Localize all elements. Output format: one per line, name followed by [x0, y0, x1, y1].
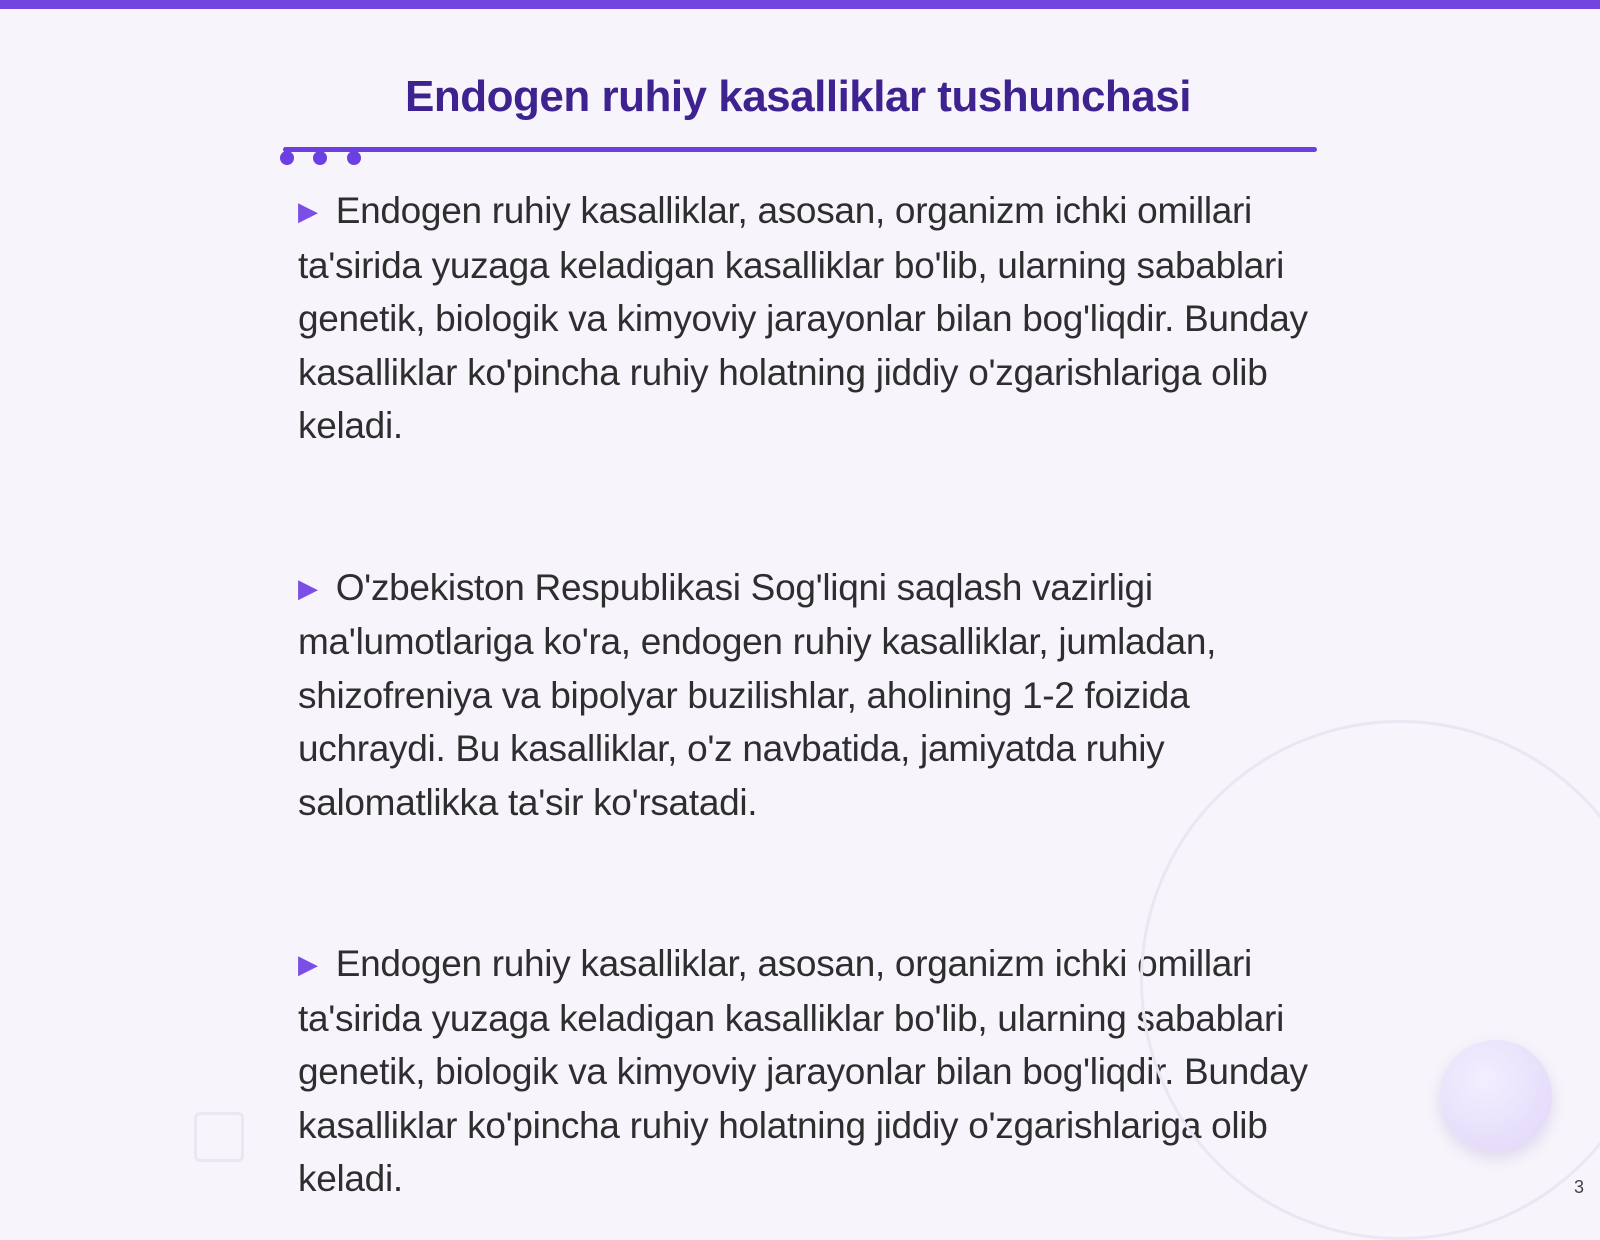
page-number: 3 [1573, 1177, 1584, 1197]
bullet-text: O'zbekiston Respublikasi Sog'liqni saqlash vazirligi ma'lumotlariga ko'ra, endogen ruhiy kasalliklar, jumladan, shizofreniya va bipolyar buzilishlar, aholining 1-2 foizida uchraydi. Bu kasalliklar, o'z navbatida, jamiyatda ruhiy salomatlikka ta'sir ko'rsatadi. [298, 566, 1217, 823]
triangle-right-icon: ▶ [298, 949, 318, 979]
underline-dot [347, 151, 361, 165]
bullet-item [298, 184, 1318, 453]
triangle-right-icon: ▶ [298, 196, 318, 226]
bullet-text: Endogen ruhiy kasalliklar, asosan, organizm ichki omillari ta'sirida yuzaga keladigan kasalliklar bo'lib, ularning sabablari genetik, biologik va kimyoviy jarayonlar bilan bog'liqdir. Bunday kasalliklar ko'pincha ruhiy holatning jiddiy o'zgarishlariga olib keladi. [298, 943, 1308, 1199]
decorative-circle [1440, 1040, 1552, 1152]
underline-dot [313, 151, 327, 165]
title-underline [283, 147, 1317, 152]
bullet-item [298, 561, 1318, 830]
slide-title: Endogen ruhiy kasalliklar tushunchasi [405, 72, 1191, 121]
triangle-right-icon: ▶ [298, 572, 318, 603]
decorative-square [194, 1112, 244, 1162]
top-accent-bar [0, 0, 1600, 9]
underline-dot [280, 151, 294, 165]
bullet-text: Endogen ruhiy kasalliklar, asosan, organizm ichki omillari ta'sirida yuzaga keladigan kasalliklar bo'lib, ularning sabablari genetik, biologik va kimyoviy jarayonlar bilan bog'liqdir. Bunday kasalliklar ko'pincha ruhiy holatning jiddiy o'zgarishlariga olib keladi. [298, 190, 1308, 446]
